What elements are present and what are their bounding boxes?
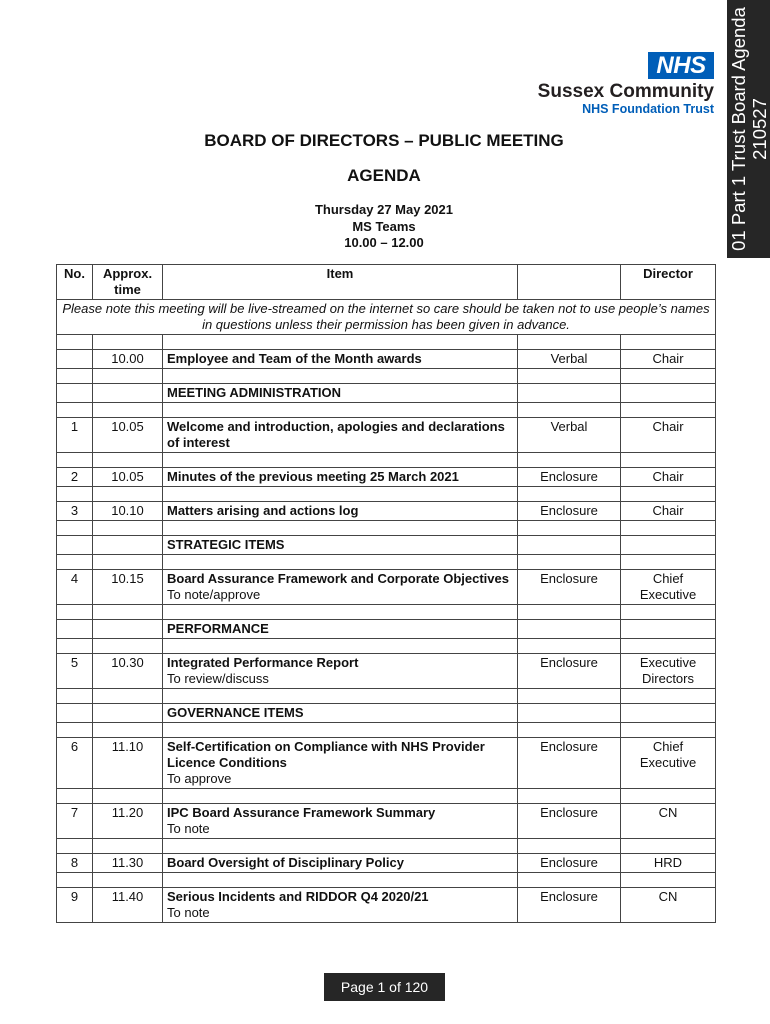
section-row xyxy=(57,536,716,555)
spacer-cell xyxy=(93,521,163,536)
item-action: To review/discuss xyxy=(167,671,269,686)
spacer-row xyxy=(57,521,716,536)
item-paper-type: Enclosure xyxy=(518,804,621,839)
agenda-table xyxy=(56,264,716,923)
item-number: 5 xyxy=(57,654,93,689)
spacer-row xyxy=(57,605,716,620)
item-number: 3 xyxy=(57,502,93,521)
agenda-item-row xyxy=(57,418,716,453)
spacer-cell xyxy=(163,487,518,502)
spacer-row xyxy=(57,369,716,384)
item-paper-type: Enclosure xyxy=(518,854,621,873)
item-paper-type: Enclosure xyxy=(518,502,621,521)
page-number-badge: Page 1 of 120 xyxy=(324,973,445,1001)
spacer-cell xyxy=(163,723,518,738)
item-description xyxy=(163,654,518,689)
spacer-cell xyxy=(57,723,93,738)
item-description xyxy=(163,738,518,789)
spacer-cell xyxy=(93,873,163,888)
item-director: Chair xyxy=(621,468,716,487)
cell-time xyxy=(93,536,163,555)
cell-type xyxy=(518,384,621,403)
agenda-item-row xyxy=(57,350,716,369)
cell-no xyxy=(57,620,93,639)
item-director: Chair xyxy=(621,418,716,453)
spacer-cell xyxy=(621,689,716,704)
item-time: 11.30 xyxy=(93,854,163,873)
section-row xyxy=(57,704,716,723)
item-description xyxy=(163,854,518,873)
cell-time xyxy=(93,620,163,639)
spacer-row xyxy=(57,403,716,418)
spacer-cell xyxy=(518,487,621,502)
item-time: 10.30 xyxy=(93,654,163,689)
spacer-cell xyxy=(163,453,518,468)
spacer-cell xyxy=(57,555,93,570)
spacer-row xyxy=(57,839,716,854)
item-number: 9 xyxy=(57,888,93,923)
item-title: Employee and Team of the Month awards xyxy=(167,351,422,366)
item-paper-type: Verbal xyxy=(518,350,621,369)
cell-director xyxy=(621,620,716,639)
page-subtitle: AGENDA xyxy=(347,166,421,185)
spacer-cell xyxy=(163,639,518,654)
spacer-cell xyxy=(163,789,518,804)
item-paper-type: Enclosure xyxy=(518,468,621,487)
spacer-cell xyxy=(57,521,93,536)
spacer-cell xyxy=(93,403,163,418)
spacer-cell xyxy=(93,369,163,384)
spacer-cell xyxy=(163,369,518,384)
spacer-cell xyxy=(518,453,621,468)
spacer-cell xyxy=(518,369,621,384)
spacer-cell xyxy=(518,555,621,570)
cell-type xyxy=(518,620,621,639)
cell-no xyxy=(57,704,93,723)
section-heading: PERFORMANCE xyxy=(163,620,518,639)
item-title: Self-Certification on Compliance with NHS Provider Licence Conditions xyxy=(167,739,485,770)
item-description xyxy=(163,570,518,605)
spacer-cell xyxy=(57,369,93,384)
cell-type xyxy=(518,536,621,555)
item-number xyxy=(57,350,93,369)
spacer-row xyxy=(57,789,716,804)
item-title: Welcome and introduction, apologies and declarations of interest xyxy=(167,419,505,450)
organisation-subtitle: NHS Foundation Trust xyxy=(582,102,714,116)
spacer-cell xyxy=(163,839,518,854)
page-title: BOARD OF DIRECTORS – PUBLIC MEETING xyxy=(204,131,564,150)
cell-director xyxy=(621,704,716,723)
item-time: 11.40 xyxy=(93,888,163,923)
spacer-cell xyxy=(518,639,621,654)
spacer-cell xyxy=(621,335,716,350)
spacer-cell xyxy=(57,453,93,468)
spacer-row xyxy=(57,453,716,468)
item-title: Matters arising and actions log xyxy=(167,503,359,518)
item-paper-type: Enclosure xyxy=(518,570,621,605)
item-director: CN xyxy=(621,888,716,923)
spacer-cell xyxy=(518,521,621,536)
organisation-name: Sussex Community xyxy=(537,81,714,102)
spacer-cell xyxy=(93,335,163,350)
spacer-cell xyxy=(518,723,621,738)
spacer-cell xyxy=(621,639,716,654)
item-paper-type: Enclosure xyxy=(518,654,621,689)
item-description xyxy=(163,502,518,521)
spacer-cell xyxy=(621,555,716,570)
spacer-cell xyxy=(621,605,716,620)
item-description xyxy=(163,804,518,839)
cell-no xyxy=(57,536,93,555)
item-number: 2 xyxy=(57,468,93,487)
agenda-item-row xyxy=(57,654,716,689)
spacer-cell xyxy=(163,335,518,350)
spacer-cell xyxy=(163,873,518,888)
agenda-item-row xyxy=(57,468,716,487)
section-row xyxy=(57,384,716,403)
item-title: Integrated Performance Report xyxy=(167,655,359,670)
spacer-cell xyxy=(57,335,93,350)
agenda-item-row xyxy=(57,854,716,873)
item-title: Serious Incidents and RIDDOR Q4 2020/21 xyxy=(167,889,429,904)
spacer-cell xyxy=(93,605,163,620)
item-title: Board Oversight of Disciplinary Policy xyxy=(167,855,404,870)
header-item: Item xyxy=(163,265,518,300)
table-header-row xyxy=(57,265,716,300)
item-time: 11.10 xyxy=(93,738,163,789)
spacer-cell xyxy=(93,789,163,804)
spacer-row xyxy=(57,335,716,350)
spacer-cell xyxy=(518,839,621,854)
spacer-cell xyxy=(518,335,621,350)
spacer-cell xyxy=(163,555,518,570)
spacer-cell xyxy=(163,521,518,536)
item-action: To note xyxy=(167,905,210,920)
spacer-cell xyxy=(93,839,163,854)
item-time: 10.15 xyxy=(93,570,163,605)
header-time: Approx. time xyxy=(93,265,163,300)
item-description xyxy=(163,350,518,369)
cell-director xyxy=(621,384,716,403)
spacer-cell xyxy=(518,403,621,418)
agenda-item-row xyxy=(57,804,716,839)
spacer-cell xyxy=(57,789,93,804)
agenda-item-row xyxy=(57,502,716,521)
spacer-cell xyxy=(163,605,518,620)
item-director: Chief Executive xyxy=(621,570,716,605)
spacer-cell xyxy=(57,689,93,704)
spacer-cell xyxy=(93,555,163,570)
item-time: 10.05 xyxy=(93,468,163,487)
spacer-cell xyxy=(518,605,621,620)
item-director: Executive Directors xyxy=(621,654,716,689)
spacer-cell xyxy=(621,873,716,888)
notice-row xyxy=(57,300,716,335)
item-number: 4 xyxy=(57,570,93,605)
item-director: Chair xyxy=(621,350,716,369)
item-director: CN xyxy=(621,804,716,839)
spacer-cell xyxy=(57,403,93,418)
item-director: HRD xyxy=(621,854,716,873)
item-description xyxy=(163,888,518,923)
spacer-cell xyxy=(518,873,621,888)
livestream-notice: Please note this meeting will be live-streamed on the internet so care should be taken not to use people’s names in questions unless their permission has been given in advance. xyxy=(57,300,716,335)
spacer-row xyxy=(57,639,716,654)
spacer-cell xyxy=(93,723,163,738)
meeting-venue: MS Teams xyxy=(352,218,416,234)
meeting-time: 10.00 – 12.00 xyxy=(344,235,424,250)
spacer-cell xyxy=(518,689,621,704)
item-title: Board Assurance Framework and Corporate Objectives xyxy=(167,571,509,586)
item-time: 10.05 xyxy=(93,418,163,453)
spacer-cell xyxy=(621,487,716,502)
spacer-row xyxy=(57,689,716,704)
cell-director xyxy=(621,536,716,555)
item-time: 11.20 xyxy=(93,804,163,839)
spacer-cell xyxy=(621,723,716,738)
item-paper-type: Enclosure xyxy=(518,738,621,789)
spacer-cell xyxy=(621,789,716,804)
header-no: No. xyxy=(57,265,93,300)
item-title: Minutes of the previous meeting 25 March 2021 xyxy=(167,469,459,484)
item-title: IPC Board Assurance Framework Summary xyxy=(167,805,436,820)
item-paper-type: Enclosure xyxy=(518,888,621,923)
cell-no xyxy=(57,384,93,403)
stamp-line-1: 01 Part 1 Trust Board Agenda xyxy=(728,7,749,251)
section-heading: MEETING ADMINISTRATION xyxy=(163,384,518,403)
spacer-cell xyxy=(93,639,163,654)
spacer-cell xyxy=(518,789,621,804)
item-action: To note/approve xyxy=(167,587,261,602)
spacer-cell xyxy=(57,873,93,888)
header-director: Director xyxy=(621,265,716,300)
spacer-cell xyxy=(621,369,716,384)
item-time: 10.00 xyxy=(93,350,163,369)
spacer-cell xyxy=(621,521,716,536)
section-heading: GOVERNANCE ITEMS xyxy=(163,704,518,723)
spacer-cell xyxy=(57,605,93,620)
spacer-cell xyxy=(57,639,93,654)
spacer-row xyxy=(57,487,716,502)
item-number: 6 xyxy=(57,738,93,789)
meeting-date: Thursday 27 May 2021 xyxy=(314,202,454,217)
item-number: 8 xyxy=(57,854,93,873)
item-director: Chief Executive xyxy=(621,738,716,789)
spacer-cell xyxy=(93,453,163,468)
agenda-item-row xyxy=(57,888,716,923)
meeting-details xyxy=(0,202,768,252)
item-number: 1 xyxy=(57,418,93,453)
item-director: Chair xyxy=(621,502,716,521)
section-heading: STRATEGIC ITEMS xyxy=(163,536,518,555)
section-row xyxy=(57,620,716,639)
nhs-logo: NHS xyxy=(648,52,714,79)
item-action: To approve xyxy=(167,771,232,786)
cell-time xyxy=(93,384,163,403)
spacer-row xyxy=(57,723,716,738)
spacer-cell xyxy=(57,839,93,854)
spacer-row xyxy=(57,555,716,570)
spacer-cell xyxy=(93,487,163,502)
spacer-cell xyxy=(163,689,518,704)
item-action: To note xyxy=(167,821,210,836)
item-paper-type: Verbal xyxy=(518,418,621,453)
item-description xyxy=(163,468,518,487)
spacer-cell xyxy=(93,689,163,704)
spacer-cell xyxy=(163,403,518,418)
cell-type xyxy=(518,704,621,723)
agenda-item-row xyxy=(57,738,716,789)
spacer-cell xyxy=(621,403,716,418)
spacer-row xyxy=(57,873,716,888)
spacer-cell xyxy=(57,487,93,502)
item-number: 7 xyxy=(57,804,93,839)
agenda-item-row xyxy=(57,570,716,605)
cell-time xyxy=(93,704,163,723)
spacer-cell xyxy=(621,839,716,854)
item-time: 10.10 xyxy=(93,502,163,521)
stamp-line-2: 210527 xyxy=(749,98,770,160)
item-description xyxy=(163,418,518,453)
header-type xyxy=(518,265,621,300)
spacer-cell xyxy=(621,453,716,468)
